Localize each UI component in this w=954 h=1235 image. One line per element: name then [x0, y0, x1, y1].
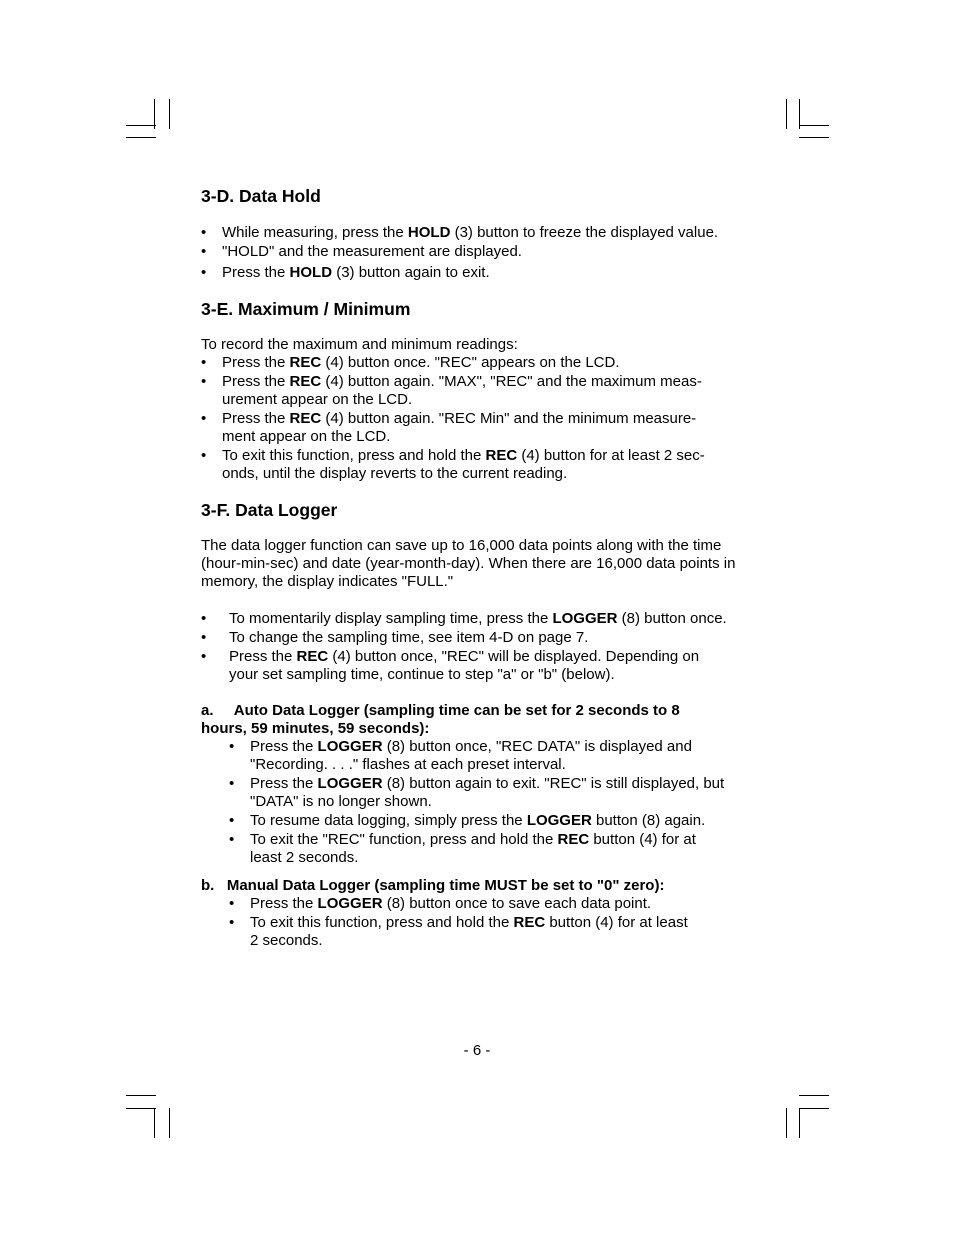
crop-mark — [799, 1108, 800, 1138]
list-item: • To resume data logging, simply press the LOGGER button (8) again. — [229, 812, 729, 830]
crop-mark — [786, 1108, 787, 1138]
max-min-intro: To record the maximum and minimum readings: — [201, 336, 518, 353]
auto-logger-list — [229, 738, 729, 867]
section-title-data-logger: 3-F. Data Logger — [201, 500, 338, 520]
crop-mark — [799, 1108, 829, 1109]
crop-mark — [799, 125, 829, 126]
list-item: • To exit this function, press and hold the REC (4) button for at least 2 sec-onds, until the display reverts to the current reading. — [201, 447, 721, 483]
list-item: • Press the HOLD (3) button again to exit. — [201, 264, 741, 282]
page-content — [201, 187, 761, 950]
data-logger-intro: The data logger function can save up to 16,000 data points along with the time (hour-min-sec) and date (year-month-day). When there are 16,000 data points in memory, the display indicates "FULL." — [201, 537, 736, 590]
list-item: • To exit this function, press and hold the REC button (4) for at least 2 seconds. — [229, 914, 689, 950]
list-item: • Press the REC (4) button once. "REC" appears on the LCD. — [201, 354, 721, 372]
manual-logger-list — [229, 895, 689, 950]
manual-logger-heading: b. Manual Data Logger (sampling time MUST be set to "0" zero): — [201, 877, 665, 894]
crop-mark — [169, 1108, 170, 1138]
crop-mark — [799, 99, 800, 129]
list-item: • To exit the "REC" function, press and hold the REC button (4) for at least 2 seconds. — [229, 831, 729, 867]
list-item: • Press the LOGGER (8) button once to save each data point. — [229, 895, 689, 913]
crop-mark — [786, 99, 787, 129]
page-number: - 6 - — [463, 1042, 491, 1059]
data-logger-list — [201, 610, 731, 684]
section-title-max-min: 3-E. Maximum / Minimum — [201, 299, 411, 319]
crop-mark — [126, 1108, 156, 1109]
crop-mark — [169, 99, 170, 129]
list-item: • Press the REC (4) button once, "REC" will be displayed. Depending on your set sampling time, continue to step "a" or "b" (below). — [201, 648, 731, 684]
list-item: • Press the LOGGER (8) button once, "REC DATA" is displayed and "Recording. . . ." flashes at each preset interval. — [229, 738, 729, 774]
list-item: • Press the REC (4) button again. "MAX", "REC" and the maximum meas-urement appear on the LCD. — [201, 373, 721, 409]
list-item: • While measuring, press the HOLD (3) button to freeze the displayed value. — [201, 224, 741, 242]
section-title-data-hold: 3-D. Data Hold — [201, 186, 321, 206]
crop-mark — [154, 1108, 155, 1138]
crop-mark — [154, 99, 155, 129]
crop-mark — [126, 1095, 156, 1096]
list-item: • "HOLD" and the measurement are displayed. — [201, 243, 741, 261]
list-item: • Press the REC (4) button again. "REC Min" and the minimum measure-ment appear on the LCD. — [201, 410, 721, 446]
crop-mark — [126, 125, 156, 126]
crop-mark — [799, 1095, 829, 1096]
list-item: • To change the sampling time, see item 4-D on page 7. — [201, 629, 731, 647]
auto-logger-heading: a. Auto Data Logger (sampling time can be set for 2 seconds to 8 hours, 59 minutes, 59 seconds): — [201, 702, 684, 737]
max-min-list — [201, 354, 721, 483]
data-hold-list — [201, 224, 741, 282]
list-item: • Press the LOGGER (8) button again to exit. "REC" is still displayed, but "DATA" is no longer shown. — [229, 775, 729, 811]
list-item: • To momentarily display sampling time, press the LOGGER (8) button once. — [201, 610, 731, 628]
crop-mark — [126, 137, 156, 138]
crop-mark — [799, 137, 829, 138]
